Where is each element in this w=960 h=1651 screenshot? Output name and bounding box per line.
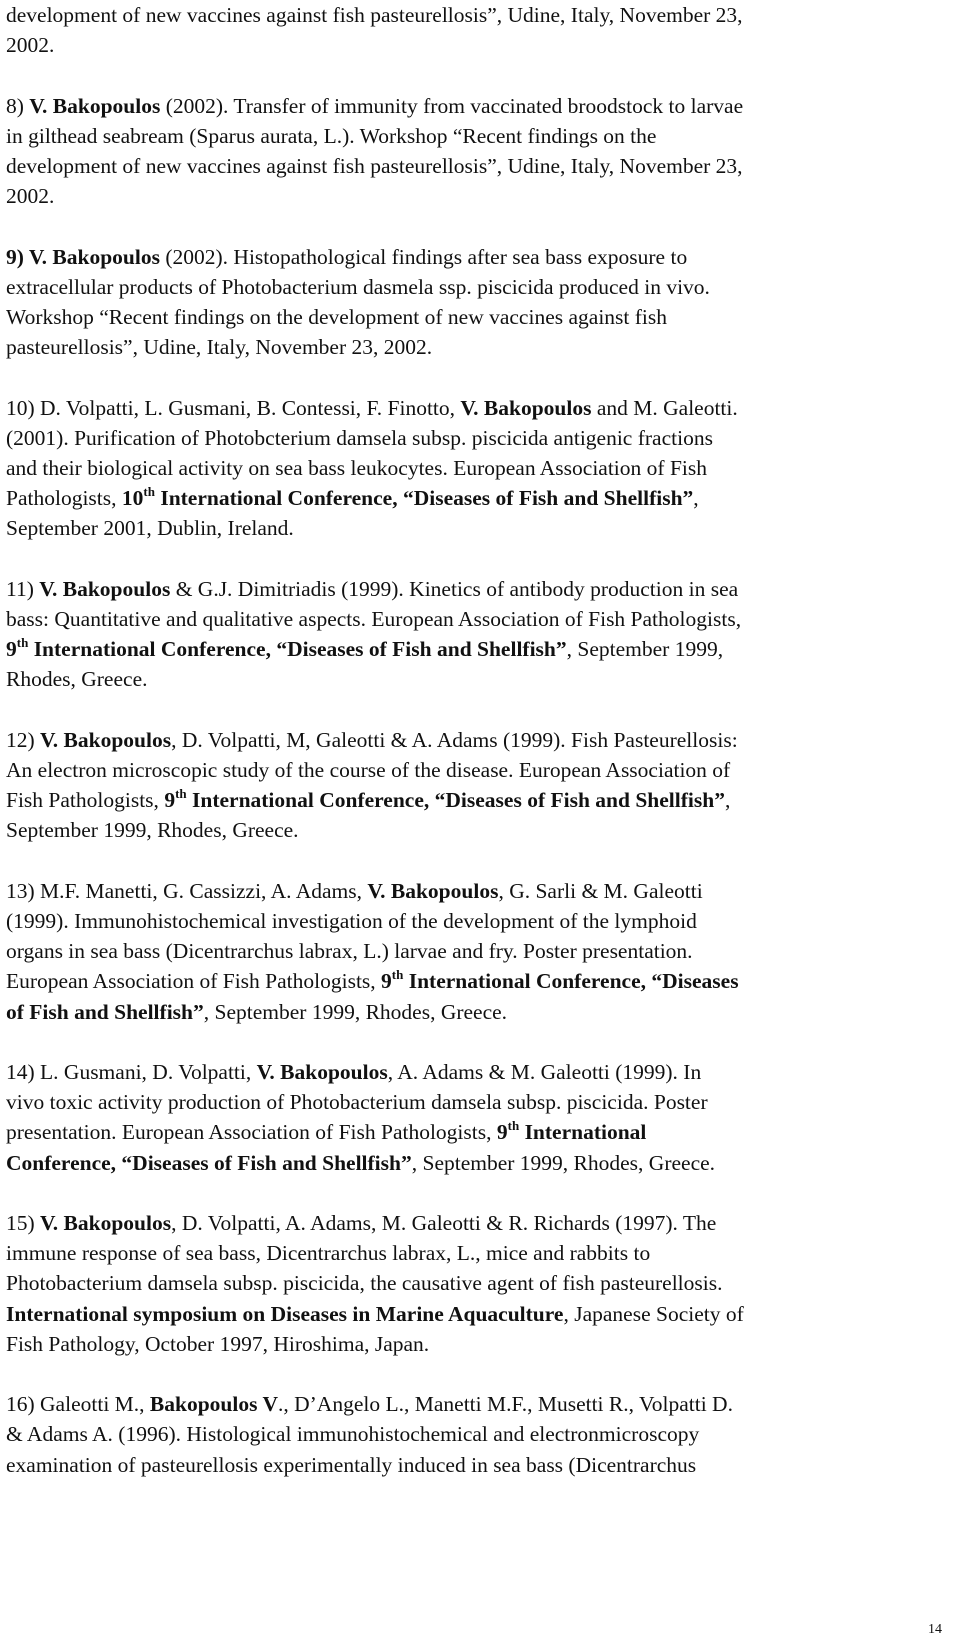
reference-line — [6, 755, 946, 785]
reference-line — [6, 393, 946, 423]
text-run: Pathologists, — [6, 486, 122, 511]
reference-entry — [6, 725, 946, 846]
bold-text: International symposium on Diseases in Marine Aquaculture — [6, 1301, 564, 1326]
bold-text: V. Bakopoulos — [40, 1211, 172, 1235]
reference-line — [6, 91, 946, 121]
reference-line — [6, 725, 946, 755]
bold-text: International Conference, “Diseases of Fish and Shellfish” — [186, 788, 725, 813]
text-run: An electron microscopic study of the course of the disease. European Association of — [6, 758, 731, 782]
reference-line — [6, 453, 946, 483]
text-run: , September 1999, — [566, 637, 724, 662]
reference-line — [6, 604, 946, 634]
reference-line — [6, 513, 946, 543]
text-run: Workshop “Recent findings on the development of new vaccines against fish — [6, 305, 668, 329]
text-run: 8) — [6, 93, 30, 118]
text-run: Fish Pathologists, — [6, 788, 165, 813]
text-run: , D. Volpatti, A. Adams, M. Galeotti & R. Richards (1997). The — [171, 1211, 717, 1235]
reference-line — [6, 966, 946, 996]
text-run: , September 1999, Rhodes, Greece. — [411, 1150, 716, 1175]
reference-entry — [6, 1208, 946, 1359]
text-run: 15) — [6, 1211, 41, 1235]
superscript-text: th — [391, 967, 404, 983]
reference-line — [6, 1419, 946, 1449]
text-run: 12) — [6, 727, 41, 752]
bold-text: International Conference, “Diseases of Fish and Shellfish” — [28, 637, 567, 662]
reference-line — [6, 1117, 946, 1147]
text-run: , D. Volpatti, M, Galeotti & A. Adams (1999). Fish Pasteurellosis: — [171, 727, 738, 752]
reference-line — [6, 272, 946, 302]
bold-text: V. Bakopoulos — [367, 878, 499, 903]
text-run: Fish Pathology, October 1997, Hiroshima, Japan. — [6, 1331, 430, 1356]
bold-text: 9) V. Bakopoulos — [6, 244, 160, 269]
reference-line — [6, 242, 946, 272]
reference-entry — [6, 242, 946, 363]
text-run: 16) Galeotti M., — [6, 1392, 150, 1417]
text-run: September 2001, Dublin, Ireland. — [6, 516, 294, 541]
bold-text: V. Bakopoulos — [39, 576, 171, 601]
reference-line — [6, 1148, 946, 1178]
reference-line — [6, 906, 946, 936]
reference-line — [6, 574, 946, 604]
text-run: 14) L. Gusmani, D. Volpatti, — [6, 1060, 257, 1084]
text-run: presentation. European Association of Fish Pathologists, — [6, 1120, 497, 1145]
text-run: bass: Quantitative and qualitative aspects. European Association of Fish Pathologists, — [6, 607, 742, 631]
reference-line — [6, 1450, 946, 1480]
text-run: Rhodes, Greece. — [6, 667, 148, 692]
reference-line — [6, 997, 946, 1027]
text-run: (2002). Histopathological findings after sea bass exposure to — [159, 244, 688, 269]
reference-entry — [6, 574, 946, 695]
reference-line — [6, 302, 946, 332]
reference-line — [6, 30, 946, 60]
text-run: development of new vaccines against fish pasteurellosis”, Udine, Italy, November 23, — [6, 154, 743, 178]
bold-text: 9 — [6, 637, 17, 662]
bold-text: International Conference, “Diseases of Fish and Shellfish” — [154, 486, 694, 511]
text-run: European Association of Fish Pathologists, — [6, 969, 382, 994]
text-run: 13) M.F. Manetti, G. Cassizzi, A. Adams, — [6, 878, 368, 903]
text-run: September 1999, Rhodes, Greece. — [6, 818, 299, 843]
reference-line — [6, 423, 946, 453]
reference-line — [6, 1087, 946, 1117]
text-run: 11) — [6, 576, 40, 601]
reference-line — [6, 1268, 946, 1298]
text-run: (2002). Transfer of immunity from vaccinated broodstock to larvae — [160, 93, 744, 118]
text-run: and their biological activity on sea bass leukocytes. European Association of Fish — [6, 456, 707, 480]
reference-entry — [6, 393, 946, 544]
reference-line — [6, 151, 946, 181]
text-run: (2001). Purification of Photobcterium damsela subsp. piscicida antigenic fractions — [6, 425, 713, 450]
text-run: , G. Sarli & M. Galeotti — [498, 878, 703, 903]
reference-line — [6, 664, 946, 694]
reference-line — [6, 1057, 946, 1087]
bold-text: V. Bakopoulos — [29, 93, 161, 118]
text-run: vivo toxic activity production of Photobacterium damsela subsp. piscicida. Poster — [6, 1090, 708, 1115]
superscript-text: th — [143, 484, 155, 500]
text-run: organs in sea bass (Dicentrarchus labrax, L.) larvae and fry. Poster presentation. — [6, 939, 693, 964]
text-run: 2002. — [6, 33, 55, 58]
bold-text: 10 — [121, 486, 144, 511]
text-run: ., D’Angelo L., Manetti M.F., Musetti R., Volpatti D. — [278, 1392, 733, 1417]
bold-text: 9 — [164, 788, 176, 813]
bold-text: International Conference, “Diseases — [403, 969, 739, 994]
reference-list — [6, 0, 946, 1480]
reference-line — [6, 936, 946, 966]
text-run: , — [693, 486, 699, 511]
bold-text: V. Bakopoulos — [256, 1060, 388, 1084]
reference-line — [6, 1238, 946, 1268]
text-run: , A. Adams & M. Galeotti (1999). In — [387, 1060, 702, 1084]
bold-text: V. Bakopoulos — [40, 727, 172, 752]
bold-text: 9 — [496, 1120, 508, 1145]
reference-line — [6, 1329, 946, 1359]
text-run: extracellular products of Photobacterium dasmela ssp. piscicida produced in vivo. — [6, 274, 710, 299]
text-run: development of new vaccines against fish pasteurellosis”, Udine, Italy, November 23, — [6, 3, 743, 27]
bold-text: of Fish and Shellfish” — [6, 999, 204, 1024]
text-run: (1999). Immunohistochemical investigation of the development of the lymphoid — [6, 909, 697, 933]
text-run: 10) D. Volpatti, L. Gusmani, B. Contessi, F. Finotto, — [6, 395, 461, 420]
text-run: Photobacterium damsela subsp. piscicida, the causative agent of fish pasteurellosis. — [6, 1271, 723, 1296]
text-run: & G.J. Dimitriadis (1999). Kinetics of antibody production in sea — [170, 576, 739, 601]
text-run: , September 1999, Rhodes, Greece. — [203, 999, 508, 1024]
reference-line — [6, 876, 946, 906]
text-run: 2002. — [6, 184, 55, 209]
reference-line — [6, 483, 946, 513]
superscript-text: th — [507, 1118, 520, 1134]
document-page — [6, 0, 946, 1510]
bold-text: 9 — [381, 969, 392, 994]
reference-line — [6, 634, 946, 664]
reference-line — [6, 181, 946, 211]
text-run: and M. Galeotti. — [591, 395, 738, 420]
text-run: & Adams A. (1996). Histological immunohistochemical and electronmicroscopy — [6, 1422, 700, 1447]
reference-entry — [6, 1389, 946, 1480]
text-run: immune response of sea bass, Dicentrarchus labrax, L., mice and rabbits to — [6, 1241, 651, 1266]
page-number: 14 — [928, 1622, 942, 1637]
superscript-text: th — [16, 635, 29, 651]
text-run: pasteurellosis”, Udine, Italy, November 23, 2002. — [6, 335, 433, 360]
text-run: , — [724, 788, 731, 813]
reference-line — [6, 332, 946, 362]
text-run: , Japanese Society of — [563, 1301, 744, 1326]
bold-text: Bakopoulos V — [149, 1392, 278, 1417]
reference-entry — [6, 876, 946, 1027]
reference-entry — [6, 1057, 946, 1178]
superscript-text: th — [175, 786, 187, 802]
reference-entry — [6, 91, 946, 212]
text-run: in gilthead seabream (Sparus aurata, L.). Workshop “Recent findings on the — [6, 123, 657, 148]
reference-line — [6, 1299, 946, 1329]
text-run: examination of pasteurellosis experimentally induced in sea bass (Dicentrarchus — [6, 1452, 697, 1477]
reference-entry — [6, 0, 946, 60]
reference-line — [6, 1389, 946, 1419]
bold-text: Conference, “Diseases of Fish and Shellfish” — [6, 1150, 412, 1175]
reference-line — [6, 815, 946, 845]
reference-line — [6, 1208, 946, 1238]
reference-line — [6, 121, 946, 151]
reference-line — [6, 785, 946, 815]
bold-text: V. Bakopoulos — [460, 395, 592, 420]
bold-text: International — [519, 1120, 647, 1145]
reference-line — [6, 0, 946, 30]
